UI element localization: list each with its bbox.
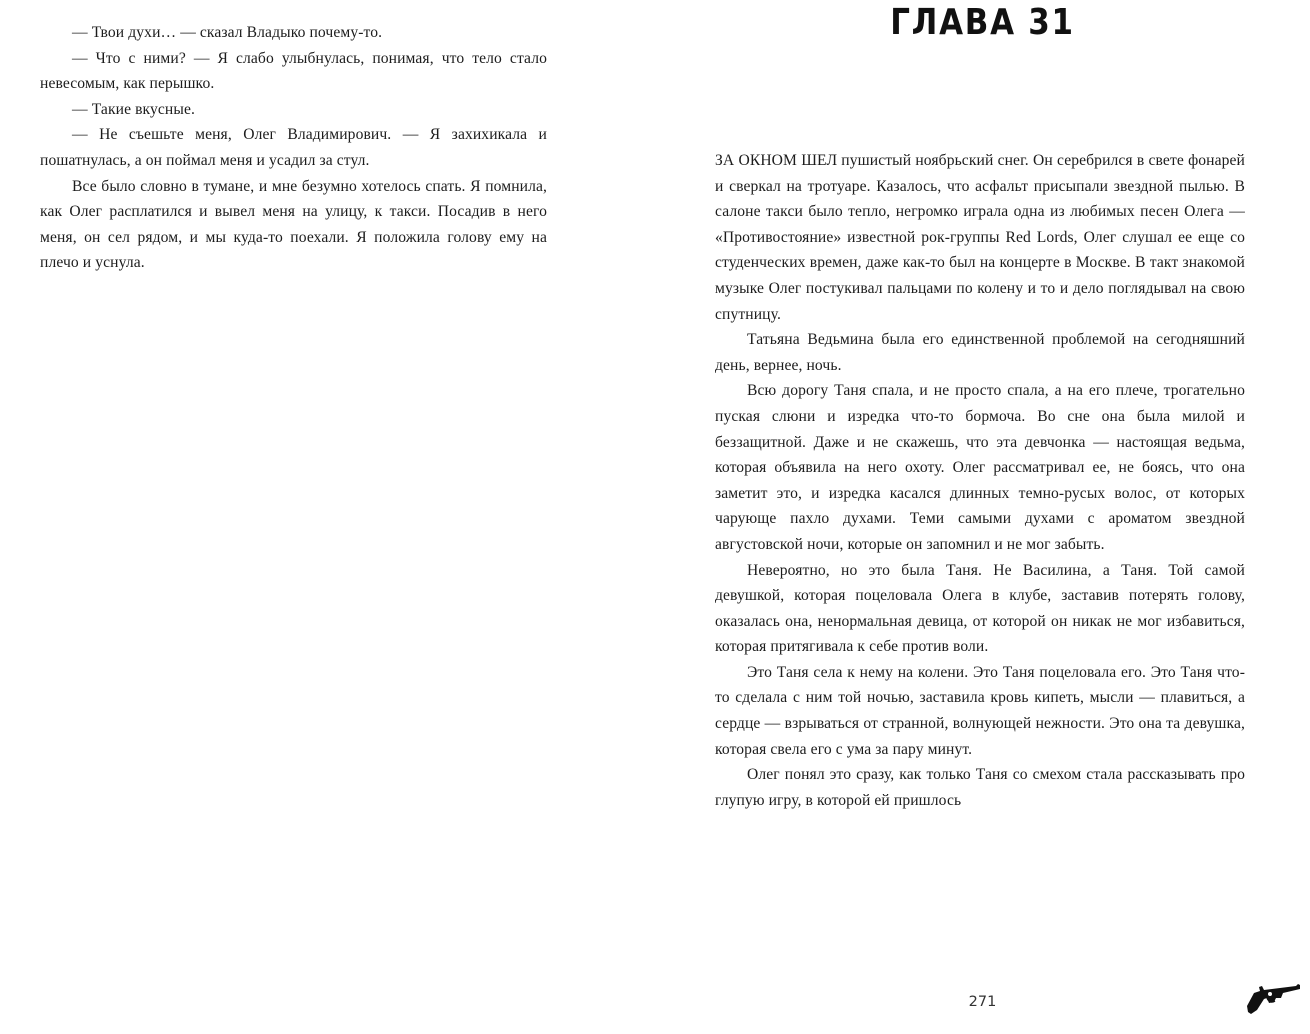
paragraph: Невероятно, но это была Таня. Не Василина, а Таня. Той самой девушкой, которая поцеловала Олега в клубе, заставив потерять голову, оказалась она, ненормальная девица, от которой он никак не мог избавиться, которая притягивала к себе против воли. [715,561,1245,656]
paragraph: Всю дорогу Таня спала, и не просто спала, а на его плече, трогательно пуская слюни и изредка что-то бормоча. Во сне она была милой и беззащитной. Даже и не скажешь, что эта девчонка — настоящая ведьма, которая объявила на него охоту. Олег рассматривал ее, не боясь, что она заметит это, и изредка касался длинных темно-русых волос, от которых чарующе пахло духами. Теми самыми духами с ароматом звездной августовской ночи, которые он запомнил и не мог забыть. [715,382,1245,553]
right-text-column [715,148,1245,813]
page-number: 271 [968,994,997,1010]
left-text-column [40,20,547,276]
chapter-title: ГЛАВА 31 [890,2,1075,43]
paragraph: — Такие вкусные. [72,100,195,118]
right-page [655,0,1310,1034]
paragraph: Олег понял это сразу, как только Таня со смехом стала рассказывать про глупую игру, в которой ей пришлось [715,766,1245,809]
paragraph: — Твои духи… — сказал Владыко почему-то. [72,24,383,41]
paragraph: — Что с ними? — Я слабо улыбнулась, понимая, что тело стало невесомым, как перышко. [40,49,547,93]
paragraph: Татьяна Ведьмина была его единственной проблемой на сегодняшний день, вернее, ночь. [715,331,1245,374]
paragraph: Это Таня села к нему на колени. Это Таня поцеловала его. Это Таня что-то сделала с ним той ночью, заставила кровь кипеть, мысли — плавиться, а сердце — взрываться от странной, волнующей нежности. Это она та девушка, которая свела его с ума за пару минут. [715,663,1245,758]
paragraph: Все было словно в тумане, и мне безумно хотелось спать. Я помнила, как Олег расплатился и вывел меня на улицу, к такси. Посадив в него меня, он сел рядом, и мы куда-то поехали. Я положила голову ему на плечо и уснула. [40,177,547,272]
paragraph: ЗА ОКНОМ ШЕЛ пушистый ноябрьский снег. Он серебрился в свете фонарей и сверкал на тротуаре. Казалось, что асфальт присыпали звездной пылью. В салоне такси было тепло, негромко играла одна из любимых песен Олега — «Противостояние» известной рок-группы Red Lords, Олег слушал ее еще со студенческих времен, даже как-то был на концерте в Москве. В такт знакомой музыке Олег постукивал пальцами по колену и то и дело поглядывал на свою спутницу. [715,152,1245,323]
paragraph: — Не съешьте меня, Олег Владимирович. — Я захихикала и пошатнулась, а он поймал меня и усадил за стул. [40,126,547,169]
revolver-icon [1245,976,1303,1018]
